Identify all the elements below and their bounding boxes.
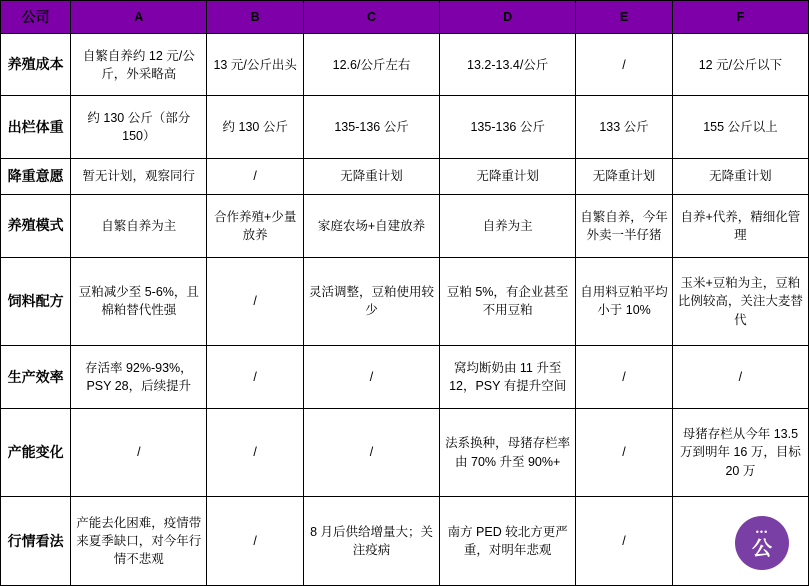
row-label-market-weight: 出栏体重 [1,96,71,158]
cell-market-weight-d: 135-136 公斤 [440,96,576,158]
table-body [1,34,809,586]
row-label-capacity-change: 产能变化 [1,408,71,497]
cell-breeding-model-d: 自养为主 [440,195,576,257]
cell-breeding-model-c: 家庭农场+自建放养 [303,195,439,257]
cell-breeding-cost-f: 12 元/公斤以下 [672,34,808,96]
cell-market-outlook-c: 8 月后供给增量大；关注疫病 [303,497,439,586]
cell-capacity-change-c: / [303,408,439,497]
cell-production-efficiency-e: / [576,346,673,408]
cell-capacity-change-f: 母猪存栏从今年 13.5 万到明年 16 万，目标 20 万 [672,408,808,497]
cell-production-efficiency-d: 窝均断奶由 11 升至 12，PSY 有提升空间 [440,346,576,408]
table-row [1,497,809,586]
cell-feed-formula-c: 灵活调整，豆粕使用较少 [303,257,439,346]
cell-production-efficiency-c: / [303,346,439,408]
cell-market-outlook-e: / [576,497,673,586]
header-row [1,1,809,34]
cell-breeding-model-b: 合作养殖+少量放养 [207,195,304,257]
cell-breeding-cost-a: 自繁自养约 12 元/公斤，外采略高 [71,34,207,96]
cell-market-weight-a: 约 130 公斤（部分 150） [71,96,207,158]
cell-market-weight-c: 135-136 公斤 [303,96,439,158]
cell-breeding-cost-c: 12.6/公斤左右 [303,34,439,96]
cell-market-weight-e: 133 公斤 [576,96,673,158]
table-row [1,96,809,158]
cell-market-outlook-d: 南方 PED 较北方更严重，对明年悲观 [440,497,576,586]
cell-capacity-change-a: / [71,408,207,497]
cell-breeding-cost-e: / [576,34,673,96]
cell-market-outlook-a: 产能去化困难，疫情带来夏季缺口，对今年行情不悲观 [71,497,207,586]
cell-feed-formula-d: 豆粕 5%，有企业甚至不用豆粕 [440,257,576,346]
cell-production-efficiency-b: / [207,346,304,408]
table-header [1,1,809,34]
cell-breeding-model-f: 自养+代养，精细化管理 [672,195,808,257]
column-header-b: B [207,1,304,34]
row-label-feed-formula: 饲料配方 [1,257,71,346]
cell-market-outlook-f [672,497,808,586]
cell-market-weight-b: 约 130 公斤 [207,96,304,158]
table-row [1,346,809,408]
row-label-production-efficiency: 生产效率 [1,346,71,408]
cell-weight-reduction-d: 无降重计划 [440,158,576,194]
cell-market-weight-f: 155 公斤以上 [672,96,808,158]
row-label-weight-reduction-willingness: 降重意愿 [1,158,71,194]
cell-feed-formula-f: 玉米+豆粕为主，豆粕比例较高，关注大麦替代 [672,257,808,346]
cell-production-efficiency-a: 存活率 92%-93%，PSY 28，后续提升 [71,346,207,408]
cell-market-outlook-b: / [207,497,304,586]
cell-feed-formula-b: / [207,257,304,346]
watermark-character: 公 [752,537,772,560]
cell-breeding-cost-d: 13.2-13.4/公斤 [440,34,576,96]
cell-breeding-model-e: 自繁自养，今年外卖一半仔猪 [576,195,673,257]
watermark-dots: ••• [755,526,769,537]
cell-breeding-model-a: 自繁自养为主 [71,195,207,257]
row-label-market-outlook: 行情看法 [1,497,71,586]
table-row [1,408,809,497]
cell-weight-reduction-c: 无降重计划 [303,158,439,194]
table-row [1,34,809,96]
cell-capacity-change-e: / [576,408,673,497]
column-header-c: C [303,1,439,34]
column-header-e: E [576,1,673,34]
cell-weight-reduction-a: 暂无计划，观察同行 [71,158,207,194]
column-header-f: F [672,1,808,34]
column-header-a: A [71,1,207,34]
cell-weight-reduction-b: / [207,158,304,194]
header-corner-label: 公司 [1,1,71,34]
column-header-d: D [440,1,576,34]
cell-capacity-change-d: 法系换种，母猪存栏率由 70% 升至 90%+ [440,408,576,497]
cell-weight-reduction-e: 无降重计划 [576,158,673,194]
cell-feed-formula-a: 豆粕减少至 5-6%，且棉粕替代性强 [71,257,207,346]
row-label-breeding-model: 养殖模式 [1,195,71,257]
table-row [1,257,809,346]
cell-breeding-cost-b: 13 元/公斤出头 [207,34,304,96]
table-row [1,158,809,194]
cell-production-efficiency-f: / [672,346,808,408]
table-row [1,195,809,257]
cell-feed-formula-e: 自用料豆粕平均小于 10% [576,257,673,346]
cell-capacity-change-b: / [207,408,304,497]
row-label-breeding-cost: 养殖成本 [1,34,71,96]
cell-weight-reduction-f: 无降重计划 [672,158,808,194]
